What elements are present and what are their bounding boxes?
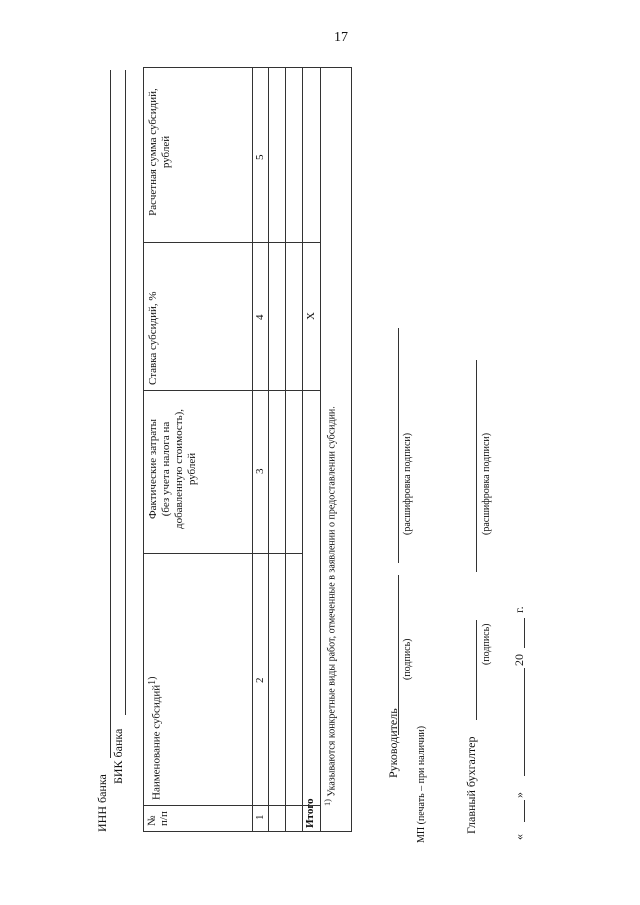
inn-label: ИНН банка bbox=[95, 774, 109, 832]
total-label: Итого bbox=[304, 798, 316, 828]
chief-accountant-label: Главный бухгалтер bbox=[464, 736, 478, 834]
table-border-left bbox=[143, 67, 144, 832]
col-num-2: 2 bbox=[254, 677, 266, 683]
stamp-note: МП (печать – при наличии) bbox=[416, 725, 427, 843]
head-signature-line bbox=[398, 575, 399, 735]
chief-signature-caption: (подпись) bbox=[481, 623, 492, 665]
header-rate: Ставка субсидий, % bbox=[147, 291, 159, 385]
head-label: Руководитель bbox=[386, 708, 400, 778]
date-month-line bbox=[524, 668, 525, 776]
chief-decode-line bbox=[476, 360, 477, 572]
inn-underline bbox=[110, 70, 111, 758]
date-year-suffix: г. bbox=[512, 606, 526, 613]
bik-underline bbox=[125, 70, 126, 715]
total-rate-mark: Х bbox=[305, 312, 317, 320]
col-num-4: 4 bbox=[254, 314, 266, 320]
header-sum: Расчетная сумма субсидий, рублей bbox=[147, 88, 172, 216]
head-decode-line bbox=[398, 328, 399, 563]
table-border-right bbox=[351, 67, 352, 832]
head-decode-caption: (расшифровка подписи) bbox=[402, 432, 413, 535]
date-close-quote: » bbox=[512, 792, 526, 798]
date-year-line bbox=[524, 618, 525, 648]
bik-label: БИК банка bbox=[111, 728, 125, 784]
head-signature-caption: (подпись) bbox=[402, 638, 413, 680]
header-name: Наименование субсидий$^{1)}$ bbox=[147, 676, 163, 800]
col-num-5: 5 bbox=[254, 154, 266, 160]
table-footnote: $^{1)}$ Указываются конкретные виды работ, отмеченные в заявлении о предоставлении субсидии. bbox=[323, 406, 338, 806]
date-open-quote: « bbox=[512, 834, 526, 840]
page-number: 17 bbox=[334, 30, 348, 45]
col-num-3: 3 bbox=[254, 468, 266, 474]
date-day-line bbox=[524, 800, 525, 822]
header-num-line2: п/п bbox=[158, 811, 170, 826]
chief-decode-caption: (расшифровка подписи) bbox=[481, 432, 492, 535]
header-costs: Фактические затраты (без учета налога на добавленную стоимость), рублей bbox=[147, 408, 198, 530]
col-num-1: 1 bbox=[254, 814, 266, 820]
table-border-bottom bbox=[143, 831, 351, 832]
table-border-top bbox=[143, 67, 351, 68]
chief-signature-line bbox=[476, 620, 477, 720]
header-num-line1: № bbox=[146, 815, 158, 826]
date-year-prefix: 20 bbox=[512, 654, 526, 666]
